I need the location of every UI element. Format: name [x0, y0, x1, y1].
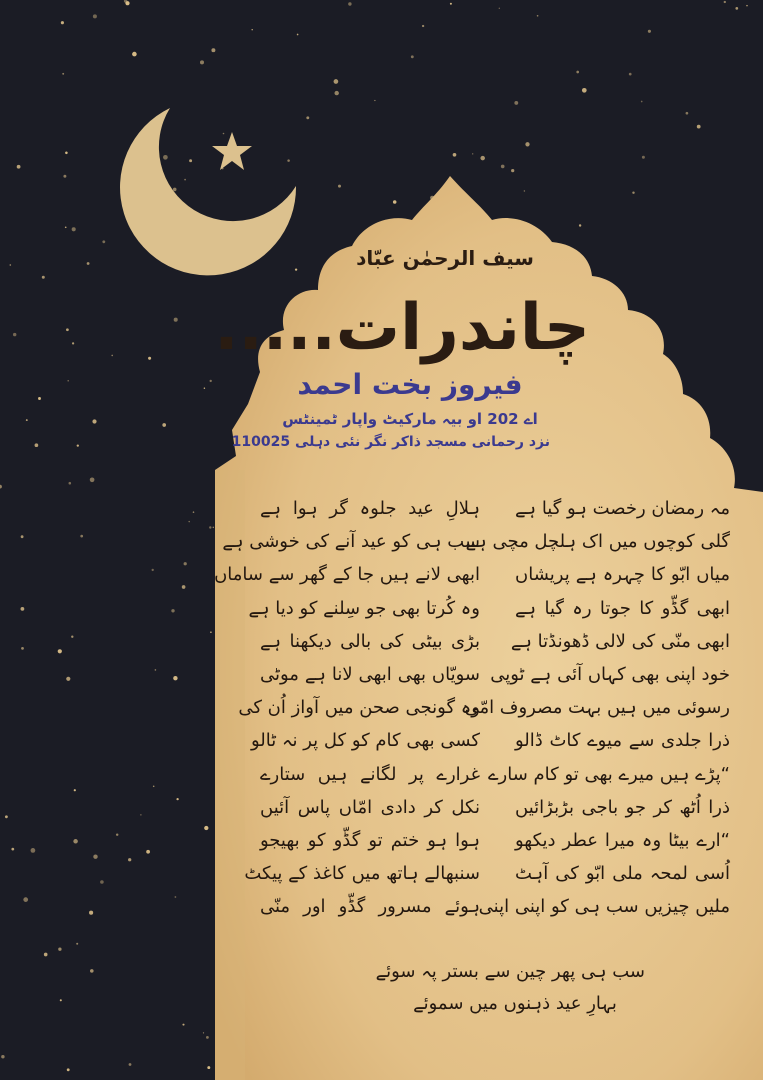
verse-line: مہ رمضان رخصت ہو گیا ہے [515, 498, 730, 519]
star-speck [73, 839, 78, 844]
verse-line: ہوئے مسرور گڈّو اور منّی [260, 896, 480, 918]
star-speck [116, 833, 118, 835]
star-speck [102, 240, 105, 243]
star-speck [128, 858, 131, 861]
verse-line: سویّاں بھی ابھی لانا ہے موٹی [260, 663, 480, 685]
star-speck [499, 8, 500, 9]
star-speck [295, 268, 297, 270]
star-speck [67, 1068, 70, 1071]
verse-line: وہ کُرتا بھی جو سِلنے کو دیا ہے [248, 597, 480, 619]
verse-line: ابھی گڈّو کا جوتا رہ گیا ہے [515, 597, 730, 619]
poem-left-column [214, 492, 480, 923]
star-speck [184, 179, 186, 181]
verse-line: “پڑے ہیں میرے بھی تو کام سارے [488, 763, 730, 785]
star-speck [204, 387, 205, 388]
star-speck [44, 953, 48, 957]
star-speck [411, 55, 414, 58]
star-speck [129, 1063, 132, 1066]
star-speck [13, 333, 16, 336]
star-speck [74, 789, 76, 791]
star-speck [21, 607, 25, 611]
star-speck [63, 175, 66, 178]
star-speck [641, 101, 643, 103]
star-speck [511, 169, 514, 172]
star-speck [453, 153, 457, 157]
star-speck [153, 786, 155, 788]
star-speck [501, 165, 505, 169]
star-speck [38, 397, 41, 400]
star-speck [629, 73, 632, 76]
star-speck [422, 25, 424, 27]
star-speck [62, 73, 64, 75]
star-speck [65, 226, 67, 228]
star-speck [35, 443, 39, 447]
star-speck [287, 159, 290, 162]
star-speck [182, 585, 186, 589]
star-speck [297, 34, 299, 36]
star-speck [735, 7, 738, 10]
verse-line: رسوئی میں ہیں بہت مصروف امّی [464, 697, 730, 719]
poem-closing-couplet [375, 956, 645, 1020]
star-speck [211, 48, 215, 52]
star-speck [5, 815, 8, 818]
star-speck [206, 1036, 209, 1039]
verse-line: سب ہی پھر چین سے بستر پہ سوئے [375, 961, 645, 982]
star-speck [204, 826, 208, 830]
star-speck [26, 419, 28, 421]
star-speck [152, 569, 154, 571]
star-speck [66, 328, 69, 331]
stamp-address-line-1: اے 202 او بیہ مارکیٹ واپار ٹمینٹس [282, 410, 538, 428]
star-speck [9, 264, 11, 266]
verse-line: میاں ابّو کا چہرہ ہے پریشاں [515, 564, 730, 586]
star-speck [335, 91, 339, 95]
star-speck [200, 60, 204, 64]
star-speck [514, 101, 518, 105]
star-speck [393, 200, 397, 204]
star-speck [72, 227, 76, 231]
star-speck [537, 15, 539, 17]
star-speck [175, 896, 177, 898]
star-speck [184, 562, 187, 565]
star-speck [58, 948, 61, 951]
star-speck [207, 1066, 210, 1069]
star-speck [60, 999, 62, 1001]
star-speck [92, 419, 96, 423]
star-speck [69, 482, 72, 485]
star-speck [171, 609, 174, 612]
star-speck [163, 155, 168, 160]
poem-right-column [464, 492, 730, 923]
star-speck [155, 669, 157, 671]
star-speck [58, 649, 62, 653]
star-speck [338, 185, 341, 188]
star-speck [524, 190, 525, 191]
star-speck [579, 224, 581, 226]
verse-line: خود اپنی بھی کہاں آئی ہے ٹوپی [490, 663, 730, 685]
star-speck [93, 854, 97, 858]
star-speck [140, 814, 141, 815]
star-speck [182, 1024, 184, 1026]
verse-line: وہ گونجی صحن میں آواز اُن کی [238, 697, 480, 719]
verse-line: ابھی منّی کی لالی ڈھونڈتا ہے [510, 630, 730, 652]
star-speck [1, 1055, 4, 1058]
star-speck [724, 1, 726, 3]
star-speck [148, 357, 151, 360]
star-speck [697, 125, 701, 129]
star-speck [132, 52, 137, 57]
poem-title: چاندرات..... [214, 291, 590, 365]
verse-line: نکل کر دادی امّاں پاس آئیں [260, 796, 480, 818]
star-speck [90, 477, 95, 482]
star-speck [61, 21, 64, 24]
star-speck [67, 380, 69, 382]
verse-line: اُسی لمحہ ملی ابّو کی آہٹ [515, 863, 730, 885]
verse-line: “ارے بیٹا وہ میرا عطر دیکھو [515, 829, 730, 851]
star-speck [162, 423, 166, 427]
star-speck [87, 262, 90, 265]
star-speck [72, 342, 74, 344]
star-speck [174, 318, 178, 322]
verse-line: ہلالِ عید جلوہ گر ہوا ہے [260, 498, 480, 519]
star-speck [93, 14, 97, 18]
star-speck [642, 156, 645, 159]
verse-line: گلی کوچوں میں اک ہلچل مچی ہے [465, 531, 730, 553]
stamp-owner-name: فیروز بخت احمد [297, 368, 523, 401]
star-speck [71, 636, 73, 638]
star-speck [90, 969, 94, 973]
star-speck [334, 79, 339, 84]
star-speck [21, 647, 24, 650]
star-speck [209, 526, 211, 528]
verse-line: ابھی لانے ہیں جا کے گھر سے ساماں [214, 564, 480, 586]
star-speck [89, 911, 93, 915]
star-speck [450, 3, 452, 5]
verse-line: ملیں چیزیں سب ہی کو اپنی اپنی [478, 896, 730, 918]
verse-line: غرارے پر لگانے ہیں ستارے [260, 763, 480, 785]
star-speck [210, 380, 212, 382]
star-speck [348, 2, 351, 5]
author-name: سیف الرحمٰن عبّاد [356, 246, 534, 270]
star-speck [17, 165, 21, 169]
star-speck [111, 355, 113, 357]
star-speck [582, 88, 587, 93]
star-speck [23, 897, 28, 902]
star-speck [176, 798, 178, 800]
star-speck [173, 676, 177, 680]
star-speck [251, 29, 252, 30]
star-speck [193, 511, 195, 513]
star-speck [203, 1032, 204, 1033]
star-speck [189, 159, 192, 162]
star-speck [42, 276, 45, 279]
star-speck [576, 71, 579, 74]
star-speck [125, 1, 129, 5]
star-speck [76, 943, 78, 945]
star-speck [648, 30, 651, 33]
star-speck [66, 677, 70, 681]
star-speck [173, 188, 177, 192]
star-speck [188, 521, 189, 522]
star-speck [65, 152, 68, 155]
star-speck [374, 100, 375, 101]
stamp-address-line-2: نزد رحمانی مسجد ذاکر نگر نئی دہلی 110025 [231, 434, 550, 450]
star-speck [11, 848, 14, 851]
star-speck [632, 191, 634, 193]
verse-line: بہارِ عید ذہنوں میں سموئے [413, 993, 617, 1014]
star-speck [306, 116, 309, 119]
verse-line: ہوا ہو ختم تو گڈّو کو بھیجو [260, 829, 480, 851]
star-speck [213, 527, 214, 528]
star-speck [21, 535, 24, 538]
verse-line: بڑی بیٹی کی بالی دیکھنا ہے [260, 630, 480, 652]
star-speck [472, 153, 473, 154]
star-speck [480, 156, 484, 160]
star-speck [77, 444, 79, 446]
verse-line: سب ہی کو عید آنے کی خوشی ہے [222, 531, 480, 553]
star-speck [146, 850, 150, 854]
star-speck [100, 880, 104, 884]
verse-line: کسی بھی کام کو کل پر نہ ٹالو [250, 730, 480, 752]
star-speck [525, 142, 529, 146]
star-speck [210, 631, 212, 633]
star-speck [686, 112, 689, 115]
star-speck [31, 848, 36, 853]
star-speck [223, 133, 225, 135]
star-speck [746, 5, 748, 7]
verse-line: ذرا اُٹھ کر جو باجی بڑبڑائیں [515, 796, 730, 818]
star-speck [80, 535, 83, 538]
verse-line: ذرا جلدی سے میوے کاٹ ڈالو [515, 730, 730, 752]
verse-line: سنبھالے ہاتھ میں کاغذ کے پیکٹ [244, 863, 480, 885]
